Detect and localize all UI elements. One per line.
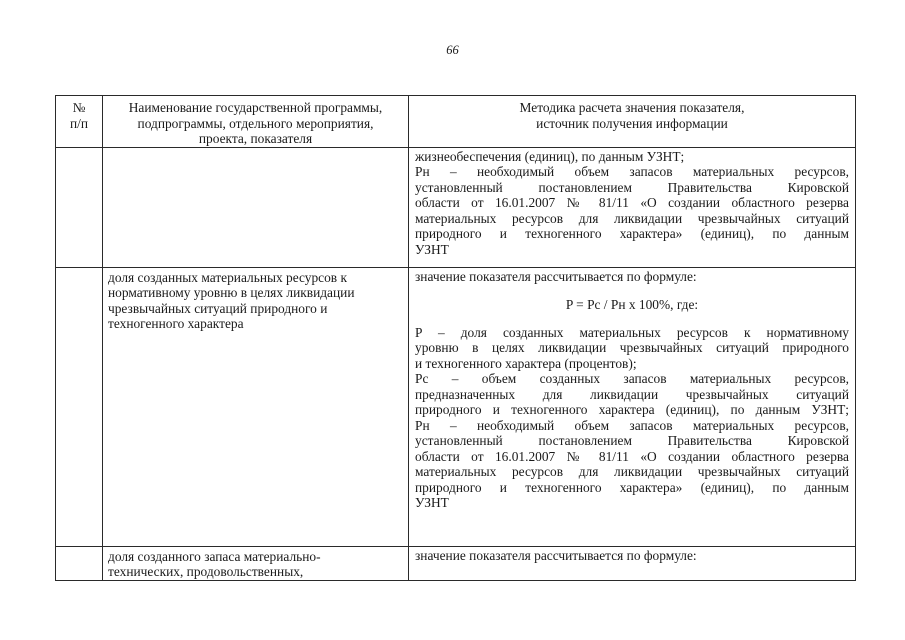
method-line: области от 16.01.2007 № 81/11 «О создании областного резерва bbox=[415, 195, 849, 210]
method-line: УЗНТ bbox=[415, 241, 449, 257]
header-method bbox=[409, 96, 856, 148]
indicator-name-cell bbox=[103, 147, 409, 267]
indicator-name-cell bbox=[103, 267, 409, 546]
header-name-line: Наименование государственной программы, bbox=[128, 100, 383, 115]
header-name-line: проекта, показателя bbox=[198, 131, 313, 146]
indicator-name-line: чрезвычайных ситуаций природного и bbox=[108, 300, 328, 316]
header-number-line: п/п bbox=[69, 115, 89, 131]
method-line: установленный постановлением Правительства Кировской bbox=[415, 179, 849, 195]
row-number-cell bbox=[56, 546, 103, 580]
table-row bbox=[56, 147, 856, 267]
indicator-name-cell bbox=[103, 546, 409, 580]
method-line: Рн – необходимый объем запасов материальных ресурсов, bbox=[415, 164, 849, 179]
header-name-line: подпрограммы, отдельного мероприятия, bbox=[137, 115, 374, 131]
row-number-cell bbox=[56, 267, 103, 546]
method-intro: значение показателя рассчитывается по формуле: bbox=[415, 268, 697, 284]
method-line: жизнеобеспечения (единиц), по данным УЗНТ; bbox=[415, 148, 685, 164]
method-line: P – доля созданных материальных ресурсов к нормативному bbox=[415, 324, 849, 340]
method-line: Pc – объем созданных запасов материальных ресурсов, bbox=[415, 371, 849, 386]
method-line: материальных ресурсов для ликвидации чрезвычайных ситуаций bbox=[415, 464, 849, 479]
method-line: Pн – необходимый объем запасов материальных ресурсов, bbox=[415, 417, 849, 433]
header-number bbox=[56, 96, 103, 148]
header-method-line: Методика расчета значения показателя, bbox=[519, 100, 745, 115]
header-name bbox=[103, 96, 409, 148]
method-line: УЗНТ bbox=[415, 495, 449, 510]
method-cell bbox=[409, 147, 856, 267]
indicator-name-line: техногенного характера bbox=[108, 316, 244, 331]
row-number-cell bbox=[56, 147, 103, 267]
method-line: предназначенных для ликвидации чрезвычайных ситуаций bbox=[415, 386, 849, 402]
table-row bbox=[56, 267, 856, 546]
header-number-line: № bbox=[72, 100, 86, 115]
method-cell bbox=[409, 267, 856, 546]
method-line: установленный постановлением Правительства Кировской bbox=[415, 433, 849, 448]
indicator-name-line: доля созданного запаса материально- bbox=[108, 548, 321, 564]
method-intro: значение показателя рассчитывается по формуле: bbox=[415, 547, 697, 563]
table-header-row bbox=[56, 96, 856, 148]
method-line: уровню в целях ликвидации чрезвычайных ситуаций природного bbox=[415, 340, 849, 355]
indicator-name-line: нормативному уровню в целях ликвидации bbox=[108, 285, 355, 300]
page-number: 66 bbox=[446, 43, 459, 57]
header-method-line: источник получения информации bbox=[536, 115, 728, 131]
method-line: и техногенного характера (процентов); bbox=[415, 355, 637, 371]
method-line: материальных ресурсов для ликвидации чрезвычайных ситуаций bbox=[415, 210, 849, 226]
indicators-table bbox=[55, 95, 856, 581]
formula: P = Pc / Pн х 100%, где: bbox=[565, 297, 699, 312]
indicator-name-line: доля созданных материальных ресурсов к bbox=[108, 269, 347, 285]
method-cell bbox=[409, 546, 856, 580]
method-line: области от 16.01.2007 № 81/11 «О создании областного резерва bbox=[415, 448, 849, 464]
indicator-name-line: технических, продовольственных, bbox=[108, 564, 304, 579]
method-line: природного и техногенного характера» (единиц), по данным bbox=[415, 226, 849, 241]
method-line: природного и техногенного характера» (единиц), по данным bbox=[415, 479, 849, 495]
table-row bbox=[56, 546, 856, 580]
method-line: природного и техногенного характера (единиц), по данным УЗНТ; bbox=[415, 402, 849, 417]
